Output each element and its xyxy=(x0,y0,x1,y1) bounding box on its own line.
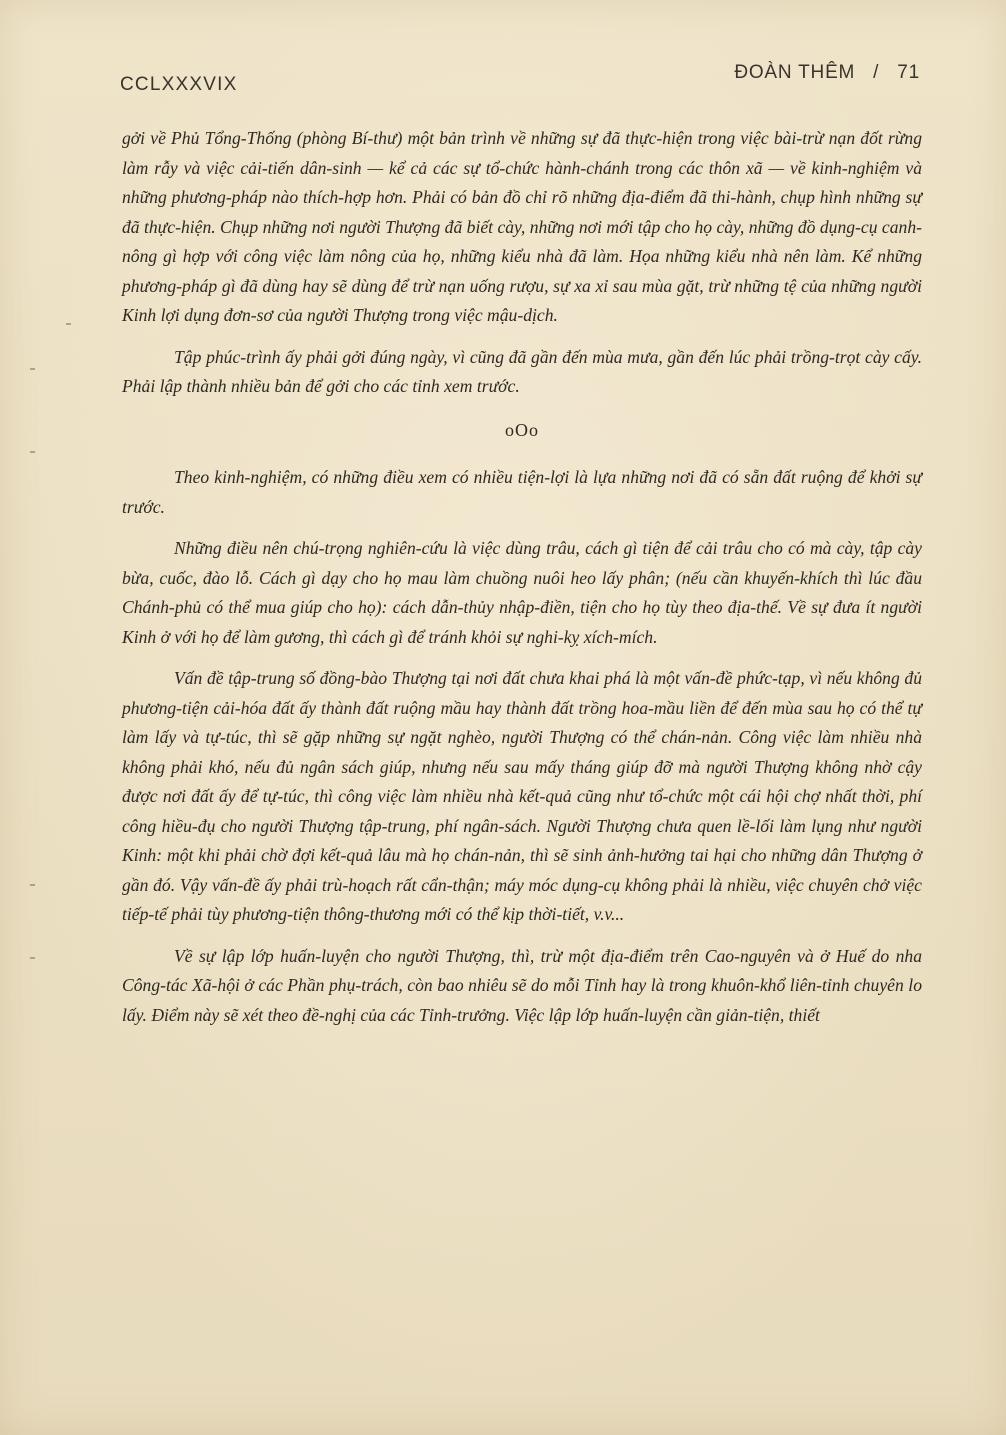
paragraph-6: Về sự lập lớp huấn-luyện cho người Thượng, thì, trừ một địa-điểm trên Cao-nguyên và ở Huế do nha Công-tác Xã-hội ở các Phần phụ-trách, còn bao nhiêu sẽ do mỗi Tỉnh hay là trong khuôn-khổ liên-tỉnh chuyên lo lấy. Điểm này sẽ xét theo đề-nghị của các Tỉnh-trưởng. Việc lập lớp huấn-luyện cần giản-tiện, thiết xyxy=(122,945,922,1025)
paragraph-1: gởi về Phủ Tổng-Thống (phòng Bí-thư) một bản trình về những sự đã thực-hiện trong việc bài-trừ nạn đốt rừng làm rẫy và việc cải-tiến dân-sinh — kể cả các sự tổ-chức hành-chánh trong các thôn xã — về kinh-nghiệm và những phương-pháp nào thích-hợp hơn. Phải có bản đồ chỉ rõ những địa-điểm đã thi-hành, chụp hình những sự đã thực-hiện. Chụp những nơi người Thượng đã biết cày, những nơi mới tập cho họ cày, những đồ dụng-cụ canh-nông gì hợp với công việc làm nông của họ, những kiểu nhà đã làm. Họa những kiểu nhà nên làm. Kể những phương-pháp gì đã dùng hay sẽ dùng để trừ nạn uống rượu, sự xa xỉ sau mùa gặt, trừ những tệ của những người Kinh lợi dụng đơn-sơ của người Thượng trong việc mậu-dịch. xyxy=(122,128,922,325)
margin-mark xyxy=(66,323,71,325)
author-name: ĐOÀN THÊM xyxy=(734,62,856,83)
margin-mark xyxy=(30,957,35,959)
margin-mark xyxy=(30,451,35,453)
paragraph-5: Vấn đề tập-trung số đồng-bào Thượng tại nơi đất chưa khai phá là một vấn-đề phức-tạp, vì nếu không đủ phương-tiện cải-hóa đất ấy thành đất ruộng mầu hay thành đất trồng hoa-mầu liền để đến mùa sau họ có thể tự làm lấy và tự-túc, thì sẽ gặp những sự ngặt nghèo, người Thượng có thể chán-nản. Công việc làm nhiều nhà không phải khó, nếu đủ ngân sách giúp, nhưng nếu sau mấy tháng giúp đỡ mà người Thượng không nhờ cậy được nơi đất ấy để tự-túc, thì công việc làm nhiều nhà kết-quả cũng như tổ-chức một cái hội chợ nhất thời, phí công hiều-đụ cho người Thượng tập-trung, phí ngân-sách. Người Thượng chưa quen lề-lối làm lụng như người Kinh: một khi phải chờ đợi kết-quả lâu mà họ chán-nản, thì sẽ sinh ảnh-hưởng tai hại cho những dân Thượng ở gần đó. Vậy vấn-đề ấy phải trù-hoạch rất cẩn-thận; máy móc dụng-cụ không phải là nhiều, việc chuyên chở việc tiếp-tế phải tùy phương-tiện thông-thương mới có thể kịp thời-tiết, v.v... xyxy=(122,668,922,924)
page-header xyxy=(120,60,920,100)
paragraph-3: Theo kinh-nghiệm, có những điều xem có nhiều tiện-lợi là lựa những nơi đã có sẵn đất ruộng để khởi sự trước. xyxy=(122,467,922,517)
header-separator: / xyxy=(873,62,880,83)
page-number: 71 xyxy=(897,62,920,83)
running-head-left: CCLXXXVIX xyxy=(120,74,238,95)
body-text xyxy=(122,124,922,1042)
margin-mark xyxy=(30,884,35,886)
running-head-right xyxy=(734,62,920,84)
section-separator: oOo xyxy=(505,419,539,440)
paragraph-2: Tập phúc-trình ấy phải gởi đúng ngày, vì cũng đã gần đến mùa mưa, gần đến lúc phải trồng-trọt cày cấy. Phải lập thành nhiều bản để gởi cho các tỉnh xem trước. xyxy=(122,346,922,396)
paragraph-4: Những điều nên chú-trọng nghiên-cứu là việc dùng trâu, cách gì tiện để cải trâu cho có mà cày, tập cày bừa, cuốc, đào lỗ. Cách gì dạy cho họ mau làm chuồng nuôi heo lấy phân; (nếu cần khuyến-khích thì lúc đầu Chánh-phủ có thể mua giúp cho họ): cách dẫn-thủy nhập-điền, tiện cho họ tùy theo địa-thế. Về sự đưa ít người Kinh ở với họ để làm gương, thì cách gì để tránh khỏi sự nghi-kỵ xích-mích. xyxy=(122,538,922,647)
margin-mark xyxy=(30,368,35,370)
